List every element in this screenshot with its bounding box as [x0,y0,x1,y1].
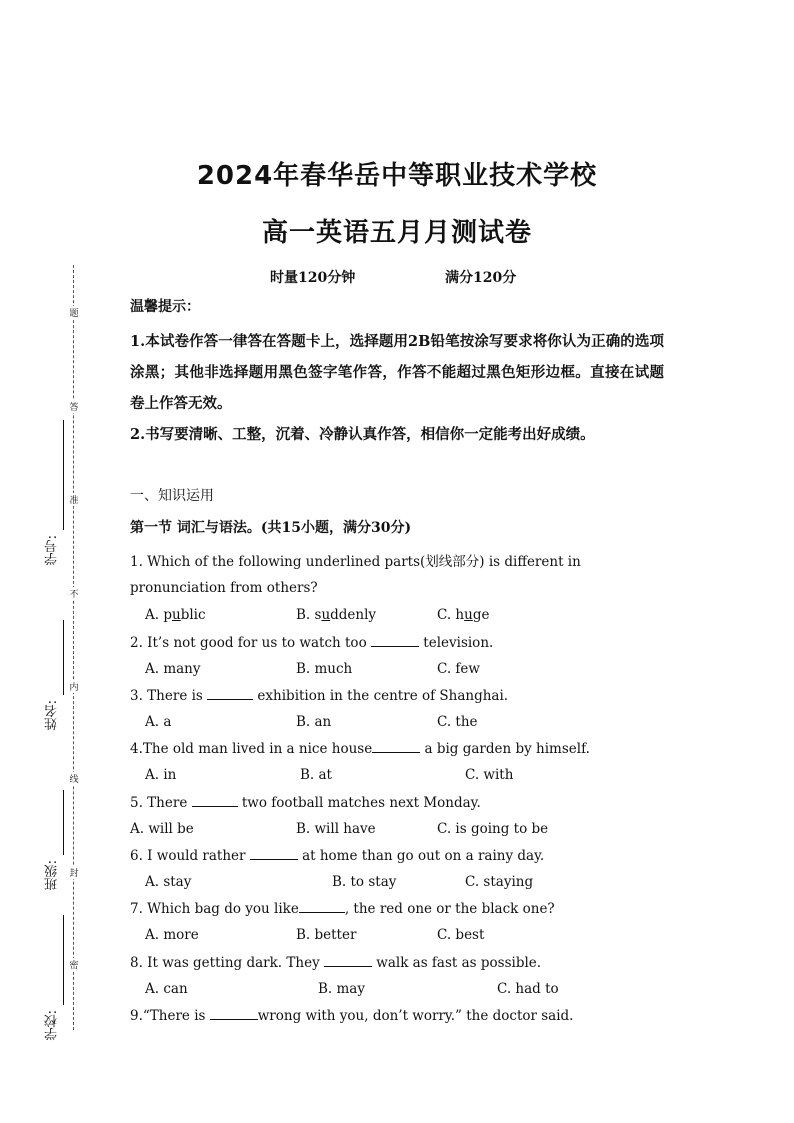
question-8-option-b: B. may [318,981,365,997]
question-8-option-c: C. had to [497,981,559,997]
tips-body [130,326,664,450]
question-7-option-a: A. more [145,927,199,943]
binding-char: 线 [68,772,80,785]
student-name-label: 姓名: [45,700,60,731]
question-3-option-c: C. the [437,714,478,730]
question-8-stem: 8. It was getting dark. They walk as fast as possible. [130,955,542,971]
student-id-label: 学号: [45,535,60,566]
question-3-option-a: A. a [145,714,172,730]
question-6-option-b: B. to stay [332,874,397,890]
binding-char: 封 [68,866,80,879]
question-4-option-c: C. with [465,767,514,783]
question-7-option-c: C. best [437,927,485,943]
binding-dashed-line [73,265,74,1030]
class-line [63,790,64,855]
answer-blank [324,954,372,967]
question-4-option-a: A. in [145,767,177,783]
binding-char: 准 [68,493,80,506]
question-6-option-c: C. staying [465,874,534,890]
question-1-option-a: A. public [145,607,206,623]
question-8-option-a: A. can [145,981,188,997]
question-7-option-b: B. better [296,927,357,943]
exam-full-score: 满分120分 [445,270,517,286]
school-label: 学校: [45,1010,60,1041]
question-4-stem: 4.The old man lived in a nice house a big garden by himself. [130,741,590,757]
student-id-line [63,420,64,530]
question-6-stem: 6. I would rather at home than go out on a rainy day. [130,848,545,864]
answer-blank [192,794,238,807]
question-9-stem: 9.“There is wrong with you, don’t worry.” the doctor said. [130,1008,574,1024]
student-id-field [43,420,67,580]
answer-blank [299,900,345,913]
answer-blank [371,634,419,647]
binding-char: 密 [68,958,80,971]
question-7-stem: 7. Which bag do you like , the red one or the black one? [130,901,555,917]
binding-char: 内 [68,680,80,693]
class-field [43,790,67,910]
binding-char: 答 [68,400,80,413]
question-5-option-c: C. is going to be [437,821,549,837]
question-2-option-b: B. much [296,661,353,677]
school-line [63,915,64,1005]
question-1-stem: 1. Which of the following underlined parts(划线部分) is different in pronunciation from others? [130,554,581,596]
binding-char: 题 [68,306,80,319]
question-5-option-b: B. will have [296,821,376,837]
answer-blank [250,847,298,860]
question-2-option-c: C. few [437,661,480,677]
answer-blank [372,740,420,753]
answer-blank [210,1007,258,1020]
question-3-stem: 3. There is exhibition in the centre of Shanghai. [130,688,509,704]
question-3-option-b: B. an [296,714,332,730]
class-label: 班级: [45,860,60,891]
question-1-option-c: C. huge [437,607,490,623]
question-6-option-a: A. stay [145,874,192,890]
section-subpart-heading: 第一节 词汇与语法。(共15小题，满分30分) [130,520,412,536]
exam-paper-title: 高一英语五月月测试卷 [261,218,532,248]
section-part-heading: 一、知识运用 [130,488,214,504]
question-2-stem: 2. It’s not good for us to watch too television. [130,635,494,651]
exam-time: 时量120分钟 [270,270,356,286]
student-name-field [43,620,67,750]
question-5-option-a: A. will be [130,821,194,837]
question-1-option-b: B. suddenly [296,607,377,623]
binding-char: 不 [68,587,80,600]
exam-school-title: 2024年春华岳中等职业技术学校 [196,161,598,191]
student-name-line [63,620,64,695]
question-4-option-b: B. at [300,767,332,783]
tips-heading: 温馨提示： [130,299,200,315]
question-2-option-a: A. many [145,661,201,677]
school-field [43,915,67,1055]
tips-item-1: 1.本试卷作答一律答在答题卡上，选择题用2B铅笔按涂写要求将你认为正确的选项涂黑；其他非选择题用黑色签字笔作答，作答不能超过黑色矩形边框。直接在试题卷上作答无效。 [130,333,664,412]
tips-item-2: 2.书写要清晰、工整，沉着、冷静认真作答，相信你一定能考出好成绩。 [130,426,595,443]
question-5-stem: 5. There two football matches next Monday. [130,795,481,811]
answer-blank [207,687,253,700]
